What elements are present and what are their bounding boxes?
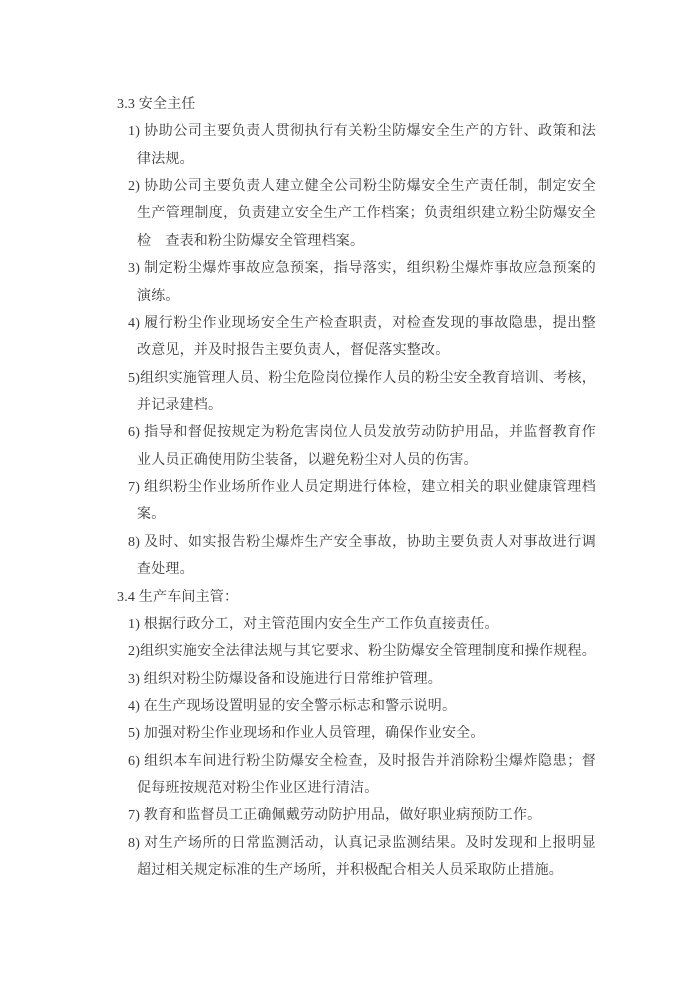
text-line: 4) 履行粉尘作业现场安全生产检查职责，对检查发现的事故隐患，提出整 xyxy=(128,315,596,331)
text-line: 查处理。 xyxy=(137,562,194,578)
text-line: 演练。 xyxy=(137,288,180,304)
text-line: 3) 制定粉尘爆炸事故应急预案，指导落实，组织粉尘爆炸事故应急预案的 xyxy=(128,261,596,277)
text-line: 检 查表和粉尘防爆安全管理档案。 xyxy=(137,233,365,249)
text-line: 7) 教育和监督员工正确佩戴劳动防护用品，做好职业病预防工作。 xyxy=(128,808,542,824)
text-line: 5)组织实施管理人员、粉尘危险岗位操作人员的粉尘安全教育培训、考核， xyxy=(128,370,596,386)
text-line: 5) 加强对粉尘作业现场和作业人员管理，确保作业安全。 xyxy=(128,726,485,742)
text-line: 8) 对生产场所的日常监测活动，认真记录监测结果。及时发现和上报明显 xyxy=(128,835,596,851)
text-line: 改意见，并及时报告主要负责人，督促落实整改。 xyxy=(137,343,450,359)
text-line: 律法规。 xyxy=(137,151,194,167)
text-line: 业人员正确使用防尘装备，以避免粉尘对人员的伤害。 xyxy=(137,452,478,468)
text-line: 7) 组织粉尘作业场所作业人员定期进行体检，建立相关的职业健康管理档 xyxy=(128,480,596,495)
text-line: 3) 组织对粉尘防爆设备和设施进行日常维护管理。 xyxy=(128,671,442,687)
text-line: 2)组织实施安全法律法规与其它要求、粉尘防爆安全管理制度和操作规程。 xyxy=(128,644,596,660)
text-line: 案。 xyxy=(137,507,166,523)
text-line: 2) 协助公司主要负责人建立健全公司粉尘防爆安全生产责任制，制定安全 xyxy=(128,179,596,195)
text-line: 6) 组织本车间进行粉尘防爆安全检查，及时报告并消除粉尘爆炸隐患；督 xyxy=(128,753,596,769)
text-line: 6) 指导和督促按规定为粉危害岗位人员发放劳动防护用品，并监督教育作 xyxy=(128,425,596,441)
text-line: 超过相关规定标准的生产场所，并积极配合相关人员采取防止措施。 xyxy=(137,863,563,879)
text-line: 促每班按规范对粉尘作业区进行清洁。 xyxy=(137,781,379,796)
text-line: 4) 在生产现场设置明显的安全警示标志和警示说明。 xyxy=(128,698,457,714)
text-line: 1) 根据行政分工，对主管范围内安全生产工作负直接责任。 xyxy=(128,616,499,632)
text-line: 生产管理制度，负责建立安全生产工作档案；负责组织建立粉尘防爆安全 xyxy=(137,206,596,222)
text-line: 并记录建档。 xyxy=(137,398,223,413)
text-line: 3.3 安全主任 xyxy=(117,97,196,112)
text-line: 8) 及时、如实报告粉尘爆炸生产安全事故，协助主要负责人对事故进行调 xyxy=(128,534,596,550)
text-line: 3.4 生产车间主管： xyxy=(117,589,239,605)
text-line: 1) 协助公司主要负责人贯彻执行有关粉尘防爆安全生产的方针、政策和法 xyxy=(128,124,596,140)
